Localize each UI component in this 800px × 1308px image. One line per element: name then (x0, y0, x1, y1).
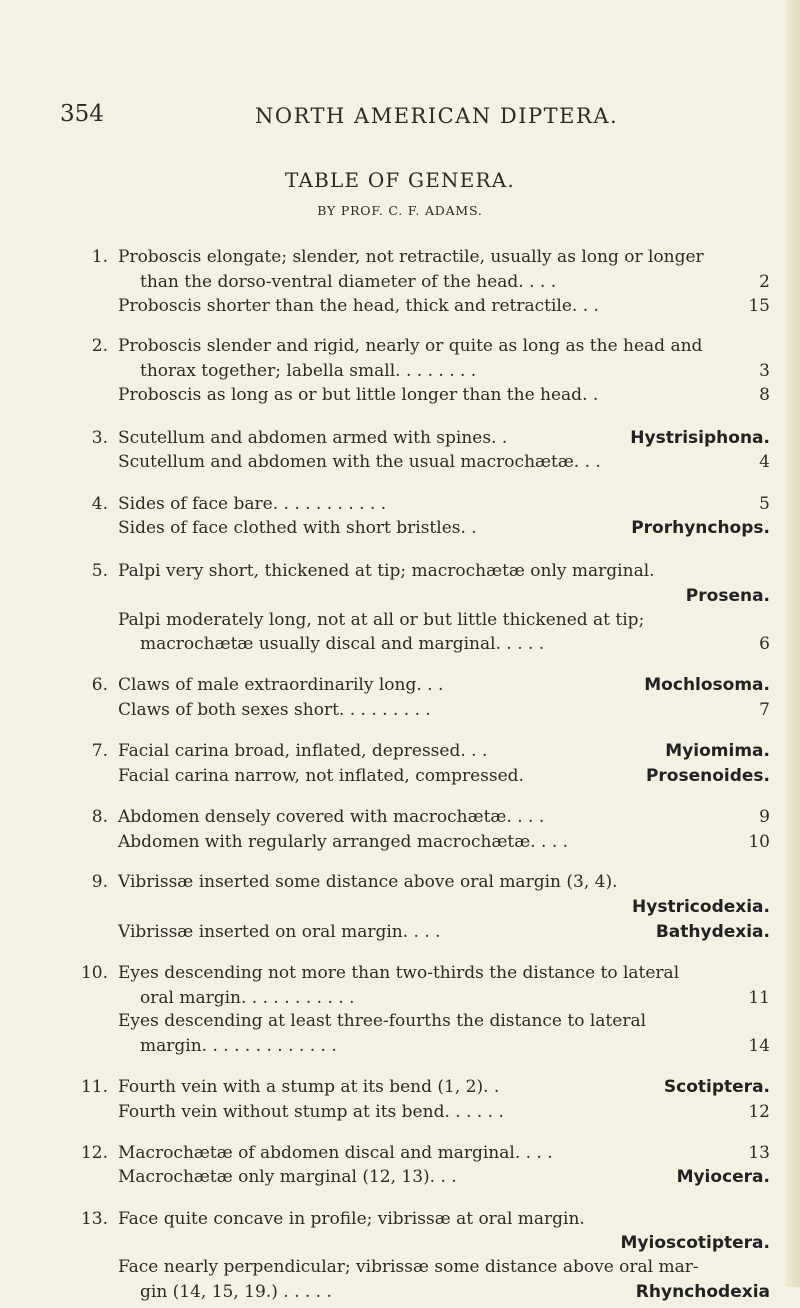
couplet-text: macrochætæ usually discal and marginal. . . . . (140, 634, 545, 654)
couplet-number: 9. (91, 872, 108, 892)
key-line (0, 872, 800, 898)
genus-name: Prosenoides. (645, 766, 770, 786)
key-line (0, 428, 800, 454)
couplet-text: Fourth vein with a stump at its bend (1, 2). . (118, 1077, 500, 1097)
couplet-number: 11. (80, 1077, 108, 1097)
couplet-text: Scutellum and abdomen armed with spines. . (118, 428, 508, 448)
key-line (0, 361, 800, 387)
key-line (0, 922, 800, 948)
couplet-number: 2. (91, 336, 108, 356)
couplet-reference: 12 (748, 1102, 770, 1122)
couplet-text: Claws of both sexes short. . . . . . . . . (118, 700, 431, 720)
couplet-text: oral margin. . . . . . . . . . . (140, 988, 355, 1008)
key-line (0, 1036, 800, 1062)
page-title: TABLE OF GENERA. (285, 168, 515, 192)
key-line (0, 897, 800, 923)
key-line (0, 452, 800, 478)
key-line (0, 247, 800, 273)
key-line (0, 296, 800, 322)
couplet-text: Macrochætæ only marginal (12, 13). . . (118, 1167, 457, 1187)
couplet-number: 3. (91, 428, 108, 448)
key-line (0, 385, 800, 411)
couplet-reference: 15 (748, 296, 770, 316)
couplet-text: Sides of face clothed with short bristles. . (118, 518, 477, 538)
key-line (0, 1143, 800, 1169)
genus-name: Rhynchodexia (635, 1282, 770, 1302)
couplet-text: Face nearly perpendicular; vibrissæ some distance above oral mar- (118, 1257, 699, 1277)
key-line (0, 494, 800, 520)
key-line (0, 610, 800, 636)
genus-name: Prosena. (685, 586, 770, 606)
couplet-text: Claws of male extraordinarily long. . . (118, 675, 444, 695)
couplet-reference: 5 (759, 494, 770, 514)
key-line (0, 807, 800, 833)
couplet-number: 6. (91, 675, 108, 695)
running-head: NORTH AMERICAN DIPTERA. (255, 104, 619, 128)
couplet-text: Fourth vein without stump at its bend. . . . . . (118, 1102, 504, 1122)
couplet-text: Vibrissæ inserted some distance above oral margin (3, 4). (118, 872, 618, 892)
couplet-text: Palpi moderately long, not at all or but little thickened at tip; (118, 610, 645, 630)
genus-name: Myiocera. (676, 1167, 770, 1187)
genus-name: Scotiptera. (663, 1077, 770, 1097)
couplet-number: 10. (80, 963, 108, 983)
couplet-text: Facial carina broad, inflated, depressed. . . (118, 741, 488, 761)
couplet-text: than the dorso-ventral diameter of the head. . . . (140, 272, 557, 292)
key-line (0, 1282, 800, 1308)
key-line (0, 561, 800, 587)
couplet-number: 12. (80, 1143, 108, 1163)
couplet-text: Abdomen densely covered with macrochætæ. . . . (118, 807, 545, 827)
couplet-text: Abdomen with regularly arranged macrochætæ. . . . (118, 832, 569, 852)
couplet-text: Palpi very short, thickened at tip; macrochætæ only marginal. (118, 561, 655, 581)
key-line (0, 634, 800, 660)
couplet-text: thorax together; labella small. . . . . . . . (140, 361, 477, 381)
couplet-reference: 4 (759, 452, 770, 472)
couplet-text: Proboscis slender and rigid, nearly or quite as long as the head and (118, 336, 703, 356)
couplet-text: Face quite concave in profile; vibrissæ at oral margin. (118, 1209, 585, 1229)
couplet-text: Proboscis as long as or but little longer than the head. . (118, 385, 599, 405)
couplet-text: Proboscis elongate; slender, not retractile, usually as long or longer (118, 247, 704, 267)
couplet-text: Sides of face bare. . . . . . . . . . . (118, 494, 387, 514)
genus-name: Mochlosoma. (644, 675, 770, 695)
couplet-text: Proboscis shorter than the head, thick and retractile. . . (118, 296, 599, 316)
couplet-number: 4. (91, 494, 108, 514)
couplet-reference: 8 (759, 385, 770, 405)
byline: BY PROF. C. F. ADAMS. (317, 203, 483, 218)
couplet-number: 7. (91, 741, 108, 761)
key-line (0, 1102, 800, 1128)
key-line (0, 1077, 800, 1103)
key-line (0, 675, 800, 701)
key-line (0, 766, 800, 792)
key-line (0, 518, 800, 544)
couplet-reference: 7 (759, 700, 770, 720)
couplet-reference: 14 (748, 1036, 770, 1056)
key-line (0, 741, 800, 767)
key-line (0, 1167, 800, 1193)
key-line (0, 272, 800, 298)
couplet-text: Scutellum and abdomen with the usual macrochætæ. . . (118, 452, 601, 472)
key-line (0, 963, 800, 989)
key-line (0, 336, 800, 362)
key-line (0, 586, 800, 612)
couplet-text: margin. . . . . . . . . . . . . (140, 1036, 337, 1056)
genus-name: Prorhynchops. (631, 518, 770, 538)
couplet-number: 13. (80, 1209, 108, 1229)
couplet-reference: 10 (748, 832, 770, 852)
key-line (0, 1233, 800, 1259)
couplet-number: 5. (91, 561, 108, 581)
key-line (0, 1209, 800, 1235)
page-number: 354 (60, 101, 104, 127)
genus-name: Hystricodexia. (632, 897, 770, 917)
couplet-reference: 9 (759, 807, 770, 827)
genus-name: Myiomima. (665, 741, 770, 761)
couplet-text: Facial carina narrow, not inflated, compressed. (118, 766, 524, 786)
genus-name: Myioscotiptera. (620, 1233, 770, 1253)
genus-name: Hystrisiphona. (630, 428, 770, 448)
key-line (0, 1011, 800, 1037)
couplet-text: Macrochætæ of abdomen discal and marginal. . . . (118, 1143, 553, 1163)
couplet-number: 8. (91, 807, 108, 827)
couplet-text: Eyes descending at least three-fourths the distance to lateral (118, 1011, 647, 1031)
couplet-reference: 13 (748, 1143, 770, 1163)
key-line (0, 1257, 800, 1283)
key-line (0, 832, 800, 858)
couplet-reference: 3 (759, 361, 770, 381)
key-line (0, 700, 800, 726)
couplet-reference: 6 (759, 634, 770, 654)
couplet-text: Vibrissæ inserted on oral margin. . . . (118, 922, 441, 942)
genus-name: Bathydexia. (655, 922, 770, 942)
couplet-text: gin (14, 15, 19.) . . . . . (140, 1282, 332, 1302)
couplet-number: 1. (91, 247, 108, 267)
couplet-reference: 2 (759, 272, 770, 292)
couplet-text: Eyes descending not more than two-thirds the distance to lateral (118, 963, 680, 983)
couplet-reference: 11 (748, 988, 770, 1008)
